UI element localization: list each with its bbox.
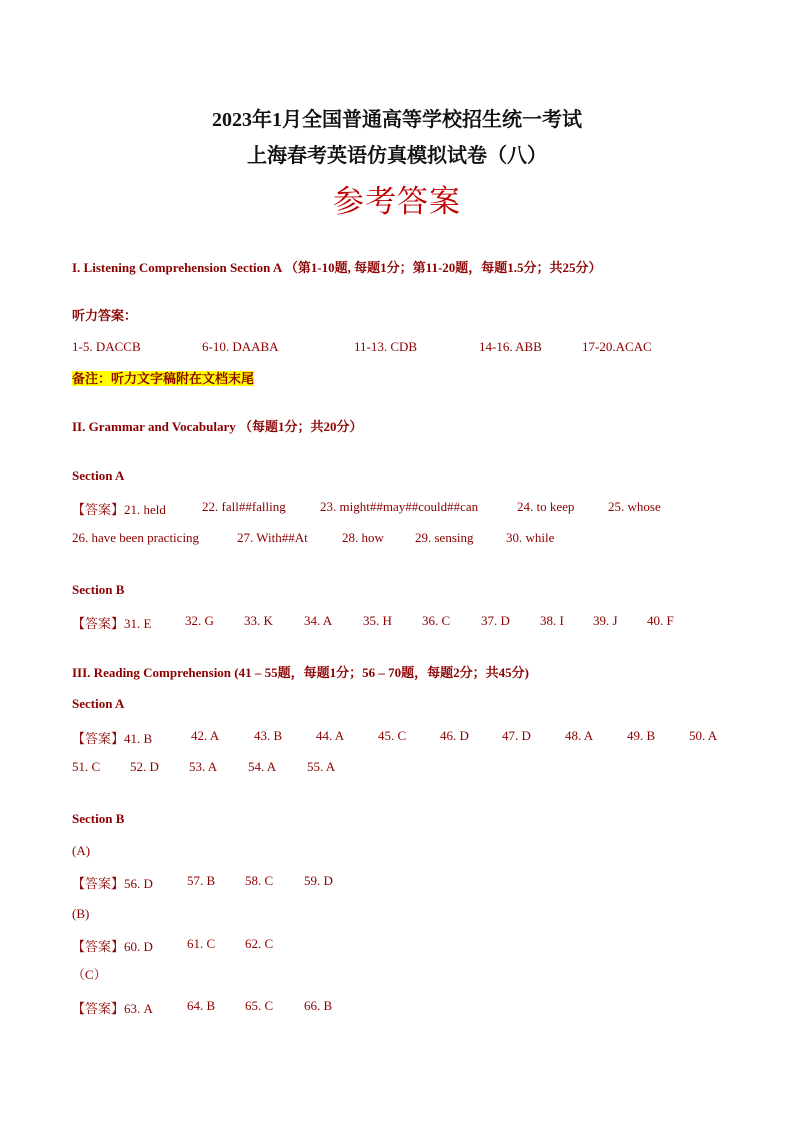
answer-key-title: 参考答案 [333, 184, 461, 219]
passage-a-label: (A) [72, 843, 91, 858]
answer-item: 64. B [187, 998, 216, 1013]
answer-item: 51. C [72, 759, 101, 774]
answer-item: 42. A [191, 728, 220, 743]
answer-item: 52. D [130, 759, 159, 774]
answer-item: 【答案】41. B [72, 731, 153, 746]
answer-item: 36. C [422, 613, 451, 628]
answer-item: 24. to keep [517, 499, 575, 514]
answer-item: 【答案】63. A [72, 1001, 153, 1016]
answer-item: 45. C [378, 728, 407, 743]
answer-item: 39. J [593, 613, 618, 628]
answer-item: 55. A [307, 759, 336, 774]
answer-item: 57. B [187, 873, 216, 888]
answer-item: 47. D [502, 728, 531, 743]
answer-item: 40. F [647, 613, 674, 628]
answer-group: 6-10. DAABA [202, 339, 279, 354]
answer-item: 26. have been practicing [72, 530, 200, 545]
answer-item: 59. D [304, 873, 333, 888]
answer-item: 22. fall##falling [202, 499, 286, 514]
section-2a-label: Section A [72, 468, 125, 483]
answer-item: 【答案】60. D [72, 939, 153, 954]
exam-title: 2023年1月全国普通高等学校招生统一考试 [212, 109, 582, 131]
section-3a-label: Section A [72, 696, 125, 711]
answer-item: 66. B [304, 998, 333, 1013]
answer-group: 1-5. DACCB [72, 339, 141, 354]
answer-item: 44. A [316, 728, 345, 743]
answer-group: 17-20.ACAC [582, 339, 652, 354]
answer-item: 25. whose [608, 499, 661, 514]
passage-c-label: （C） [72, 967, 107, 982]
answer-item: 34. A [304, 613, 333, 628]
answer-item: 53. A [189, 759, 218, 774]
section-2b-label: Section B [72, 582, 125, 597]
answer-item: 61. C [187, 936, 216, 951]
section-3-heading: III. Reading Comprehension (41 – 55题，每题1分；56 – 70题，每题2分；共45分) [72, 665, 529, 680]
answer-item: 【答案】31. E [72, 616, 152, 631]
answer-item: 58. C [245, 873, 274, 888]
exam-subtitle: 上海春考英语仿真模拟试卷（八） [247, 145, 547, 167]
answer-group: 11-13. CDB [354, 339, 418, 354]
passage-b-label: (B) [72, 906, 90, 921]
answer-item: 50. A [689, 728, 718, 743]
answer-item: 43. B [254, 728, 283, 743]
answer-item: 37. D [481, 613, 510, 628]
answer-item: 49. B [627, 728, 656, 743]
answer-item: 46. D [440, 728, 469, 743]
answer-item: 32. G [185, 613, 214, 628]
answer-item: 29. sensing [415, 530, 474, 545]
answer-item: 33. K [244, 613, 273, 628]
section-2-heading: II. Grammar and Vocabulary （每题1分；共20分） [72, 419, 363, 434]
answer-item: 【答案】21. held [72, 502, 166, 517]
answer-item: 28. how [342, 530, 384, 545]
transcript-note: 备注：听力文字稿附在文档末尾 [72, 371, 255, 386]
answer-item: 30. while [506, 530, 555, 545]
answer-item: 65. C [245, 998, 274, 1013]
answer-item: 48. A [565, 728, 594, 743]
answer-item: 35. H [363, 613, 392, 628]
answer-item: 【答案】56. D [72, 876, 153, 891]
section-1-heading: I. Listening Comprehension Section A （第1-10题, 每题1分；第11-20题，每题1.5分；共25分） [72, 260, 602, 275]
answer-item: 27. With##At [237, 530, 308, 545]
answer-item: 23. might##may##could##can [320, 499, 479, 514]
answer-item: 54. A [248, 759, 277, 774]
answer-group: 14-16. ABB [479, 339, 542, 354]
answer-item: 62. C [245, 936, 274, 951]
section-3b-label: Section B [72, 811, 125, 826]
listening-answers-label: 听力答案： [72, 308, 138, 323]
answer-item: 38. I [540, 613, 564, 628]
